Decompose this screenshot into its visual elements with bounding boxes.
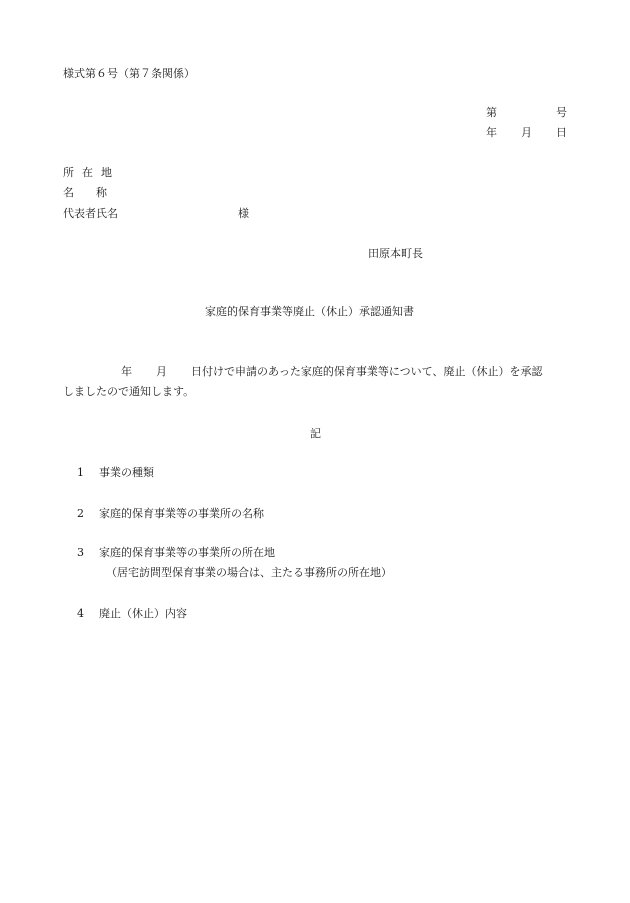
- body-year: 年: [121, 365, 132, 378]
- date-day: 日: [556, 126, 567, 139]
- recipient-name-text: 名称: [63, 186, 129, 199]
- body-month: 月: [156, 365, 167, 378]
- item-number: 4: [77, 607, 84, 620]
- list-item: [77, 608, 187, 619]
- body-line-1: [63, 366, 573, 377]
- list-item: [77, 508, 264, 519]
- document-number-prefix: 第: [486, 106, 497, 119]
- item-number: 2: [77, 507, 84, 520]
- form-number: 様式第６号（第７条関係）: [63, 67, 195, 80]
- ki-heading: 記: [310, 427, 321, 440]
- body-line-2: しましたので通知します。: [63, 385, 195, 398]
- representative-label: 代表者氏名: [63, 207, 118, 220]
- item-text: 家庭的保育事業等の事業所の名称: [99, 507, 264, 520]
- item-number: 1: [77, 466, 84, 479]
- list-item: [77, 467, 154, 478]
- item-text: 廃止（休止）内容: [99, 607, 187, 620]
- date-year: 年: [486, 126, 497, 139]
- honorific: 様: [238, 207, 249, 220]
- item-text: 事業の種類: [99, 466, 154, 479]
- recipient-location-text: 所在地: [63, 166, 120, 179]
- item-text: 家庭的保育事業等の事業所の所在地: [99, 546, 275, 559]
- recipient-location-label: [63, 167, 120, 178]
- body-line-1-rest: 日付けで申請のあった家庭的保育事業等について、廃止（休止）を承認: [191, 365, 543, 378]
- date-month: 月: [521, 126, 532, 139]
- item-number: 3: [77, 546, 84, 559]
- issuer: 田原本町長: [368, 247, 423, 260]
- document-number-suffix: 号: [556, 106, 567, 119]
- item-note: （居宅訪問型保育事業の場合は、主たる事務所の所在地）: [106, 566, 392, 579]
- document-title: 家庭的保育事業等廃止（休止）承認通知書: [205, 305, 414, 318]
- list-item: [77, 547, 275, 558]
- recipient-name-label: [63, 187, 129, 198]
